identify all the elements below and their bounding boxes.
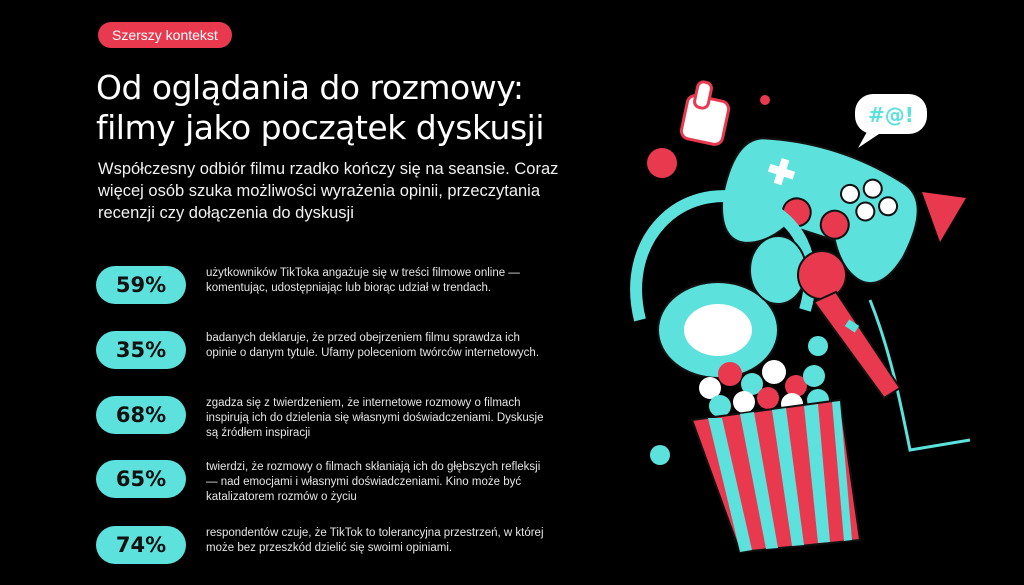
bubble-text: #@! [868, 103, 914, 127]
stat-value-pill: 74% [96, 526, 186, 564]
popcorn-bucket-icon [692, 360, 860, 552]
stat-description: badanych deklaruje, że przed obejrzeniem filmu sprawdza ich opinie o danym tytule. Ufamy poleceniom twórców internetowych. [206, 332, 540, 359]
smiley-ball-shape [808, 336, 828, 356]
stat-description: twierdzi, że rozmowy o filmach skłaniają ich do głębszych refleksji — nad emocjami i własnymi doświadczeniami. Kino może być katalizatorem rozmów o życiu [206, 461, 541, 503]
stat-value-pill: 65% [96, 460, 186, 498]
stat-item [96, 331, 616, 375]
section-tag: Szerszy kontekst [98, 22, 232, 48]
stat-item [96, 526, 616, 570]
lead-paragraph: Współczesny odbiór filmu rzadko kończy się na seansie. Coraz więcej osób szuka możliwości wyrażenia opinii, przeczytania recenzji czy dołączenia do dyskusji [98, 160, 559, 222]
stat-value-pill: 68% [96, 396, 186, 434]
title-line-1: Od oglądania do rozmowy: [96, 68, 524, 107]
movie-discussion-illustration [600, 70, 1000, 565]
thumbs-up-icon [680, 81, 730, 146]
play-triangle-icon [922, 192, 966, 242]
smiley-ball-shape [670, 342, 690, 362]
stat-value-pill: 59% [96, 266, 186, 304]
stat-item [96, 396, 616, 440]
stat-item [96, 460, 616, 504]
stat-description: użytkowników TikToka angażuje się w treści filmowe online — komentując, udostępniając lub biorąc udział w trendach. [206, 267, 520, 294]
stat-item [96, 266, 616, 310]
page-title [96, 68, 636, 148]
dot-shape [647, 148, 677, 178]
stat-description: zgadza się z twierdzeniem, że internetowe rozmowy o filmach inspirują ich do dzielenia się własnymi doświadczeniami. Dyskusje są źródłem inspiracji [206, 397, 544, 439]
title-line-2: filmy jako początek dyskusji [96, 108, 544, 147]
stat-description: respondentów czuje, że TikTok to tolerancyjna przestrzeń, w której może bez przeszkód dzielić się swoimi opiniami. [206, 527, 544, 554]
stat-value-pill: 35% [96, 331, 186, 369]
smiley-ball-shape [650, 445, 670, 465]
speech-bubble-icon [855, 94, 927, 148]
dot-shape [760, 95, 770, 105]
